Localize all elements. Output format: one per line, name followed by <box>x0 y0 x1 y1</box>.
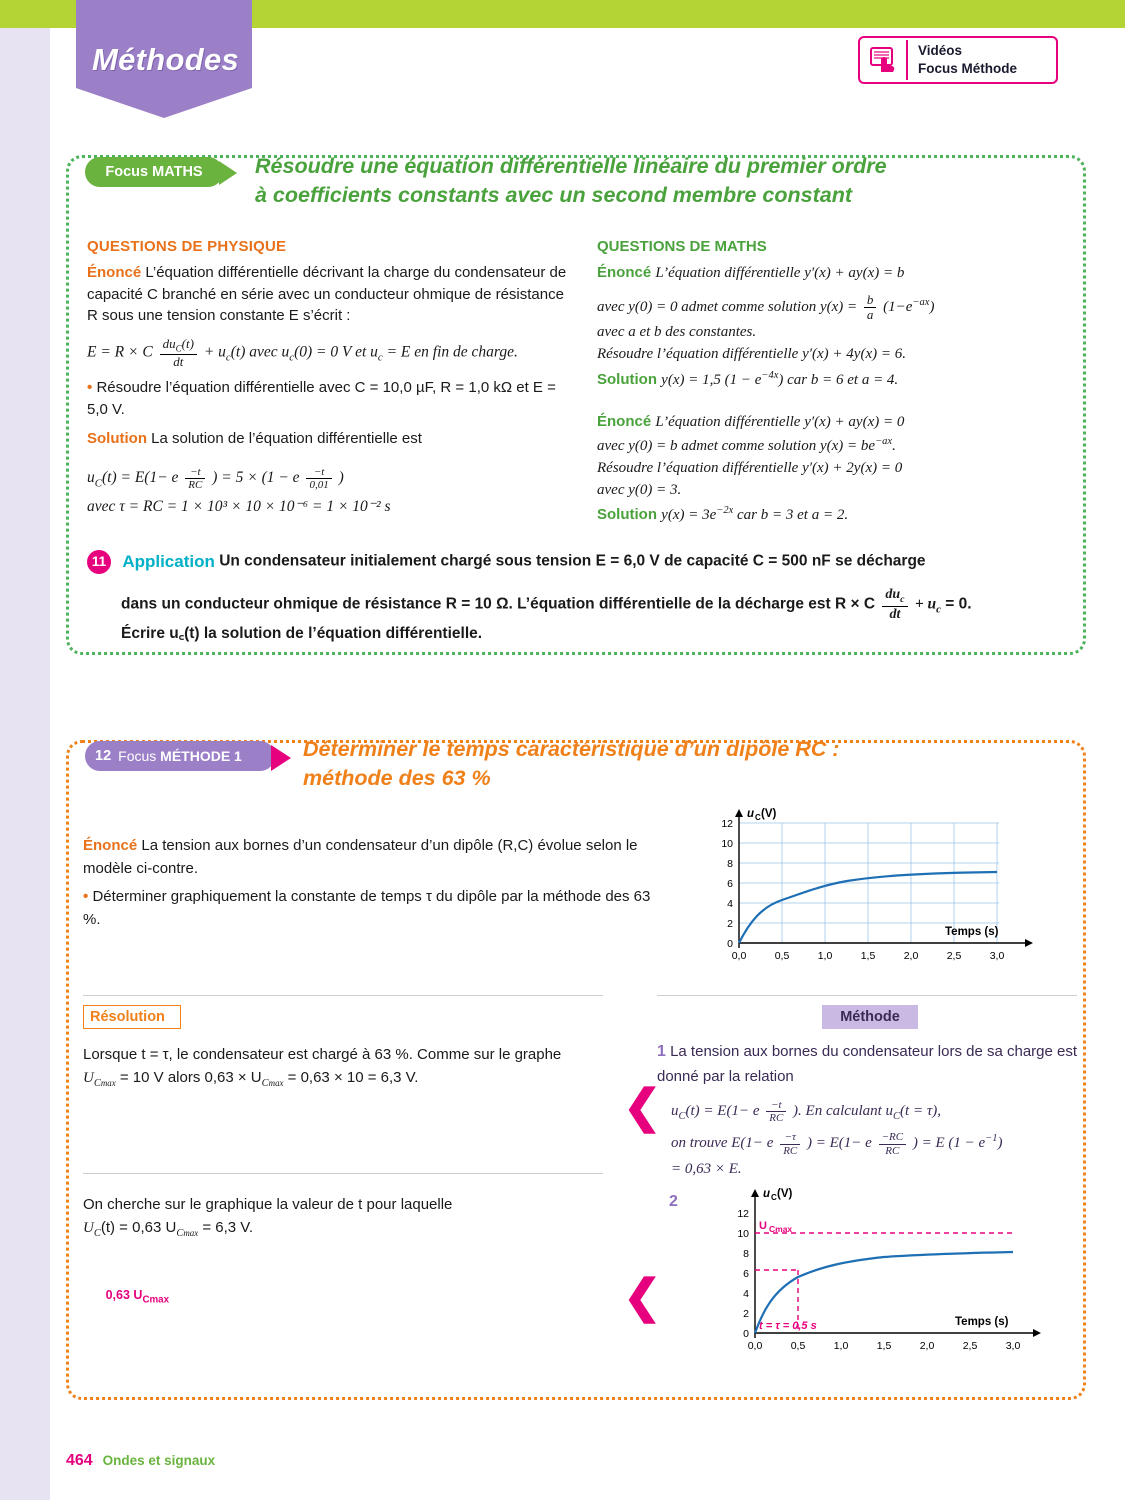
sol-f-a: u <box>87 469 95 487</box>
formula1-post2: (t) avec u <box>230 343 290 361</box>
video-focus-methode-badge[interactable] <box>858 36 1058 84</box>
svg-text:1,0: 1,0 <box>833 1340 849 1352</box>
maths2-l2-end: . <box>892 438 896 455</box>
footer-page-number: 464 <box>66 1452 93 1469</box>
maths1-frac-num: b <box>864 293 877 308</box>
methode-step1-formula-2: on trouve E(1− e $\frac{-\tau}{RC}$ ) = E(1− e $\frac{-RC}{RC}$ ) = E $(1 - e^{-1})$ <box>671 1131 1003 1157</box>
physique-bullet-text: Résoudre l’équation différentielle avec C = 10,0 µF, R = 1,0 kΩ et E = 5,0 V. <box>87 378 556 418</box>
left-purple-strip <box>0 0 50 1500</box>
maths2-sol-text: y(x) = 3e <box>661 507 717 524</box>
maths1-sol-text: y(x) = 1,5 (1 − e <box>661 371 762 388</box>
footer <box>66 1452 215 1470</box>
enonce-label-maths-2: Énoncé <box>597 413 652 431</box>
m-s1-exp-num: t <box>778 1098 782 1111</box>
focus-maths-title-line2: à coefficients constants avec un second membre constant <box>255 183 853 208</box>
svg-text:Cmax: Cmax <box>769 1224 793 1234</box>
formula1-pre: E = R × C <box>87 343 153 361</box>
separator-resolution-2 <box>83 1173 603 1174</box>
svg-text:0,0: 0,0 <box>747 1340 763 1352</box>
application-line2 <box>121 587 1072 622</box>
resolution-tag: Résolution <box>83 1005 181 1029</box>
chart-bottom <box>697 1183 1067 1383</box>
sol-f-d: ) <box>338 469 344 487</box>
svg-text:0,5: 0,5 <box>790 1340 806 1352</box>
res1-l2-pre: U <box>83 1070 94 1087</box>
svg-text:1,5: 1,5 <box>876 1340 892 1352</box>
res1-l2: = 10 V alors 0,63 × U <box>115 1069 262 1087</box>
resolution-text-1 <box>83 1043 603 1093</box>
application-line2-pre: dans un conducteur ohmique de résistance R = 10 Ω. L’équation différentielle de la décharge est R × C <box>121 595 876 613</box>
methode-bullet-text: Déterminer graphiquement la constante de temps τ du dipôle par la méthode des 63 %. <box>83 888 651 928</box>
methode-step-1-block <box>657 1039 1077 1181</box>
chevron-left-icon-2: ❮ <box>623 1270 662 1322</box>
focus-maths-tag: Focus MATHS <box>85 157 223 187</box>
svg-text:0,5: 0,5 <box>774 950 790 962</box>
svg-text:4: 4 <box>743 1288 749 1300</box>
svg-text:6: 6 <box>743 1268 749 1280</box>
chevron-left-icon-1: ❮ <box>623 1080 662 1132</box>
res1-l2-end: = 0,63 × 10 = 6,3 V. <box>283 1069 419 1087</box>
physique-formula-1: E = R × C $\frac{du_C(t)}{dt}$ + $u_c(t)$ avec $u_c(0) = 0$ V et $u_c = E$ en fin de charge. <box>87 336 518 369</box>
m-s1-f-c: ). En calculant u <box>793 1102 894 1119</box>
resolution-text-2 <box>83 1193 603 1243</box>
ratio-label-text: 0,63 U <box>105 1288 143 1302</box>
svg-text:U: U <box>759 1220 767 1232</box>
video-badge-line2: Focus Méthode <box>918 61 1018 76</box>
formula1-fraction <box>160 337 197 369</box>
focus-maths-title <box>255 152 1055 210</box>
focus-methode-bold: MÉTHODE 1 <box>160 748 242 764</box>
res2-l2-pre: U <box>83 1220 94 1237</box>
formula1-post3: (0) = 0 V et u <box>294 343 378 361</box>
maths1-sol-exp: −4x <box>761 369 779 381</box>
sol-f-b: (t) = E(1− e <box>101 469 179 487</box>
svg-text:u: u <box>763 1188 771 1200</box>
svg-text:10: 10 <box>721 838 733 850</box>
sol-exp2-den: 0,01 <box>309 479 329 492</box>
solution-label-maths-2: Solution <box>597 506 657 524</box>
resolution-1-line1: Lorsque t = τ, le condensateur est chargé à 63 %. Comme sur le graphe <box>83 1046 562 1063</box>
formula1-post: + u <box>203 343 226 361</box>
maths-1-line4: Résoudre l’équation différentielle y′(x) + 4y(x) = 6. <box>597 345 906 362</box>
svg-text:0: 0 <box>727 938 733 950</box>
maths-2-line3: Résoudre l’équation différentielle y′(x) + 2y(x) = 0 <box>597 459 903 476</box>
maths1-l2-exp: −ax <box>912 296 930 308</box>
maths1-sol-end: ) car b = 6 et a = 4. <box>778 371 899 388</box>
svg-text:4: 4 <box>727 898 733 910</box>
maths2-l2-pre: avec y(0) = b admet comme solution y(x) = be <box>597 438 876 455</box>
separator-methode <box>657 995 1077 996</box>
page-title: Méthodes <box>92 42 240 77</box>
maths-1-line2 <box>597 293 1067 323</box>
svg-text:1,5: 1,5 <box>860 950 876 962</box>
focus-maths-arrow-icon <box>219 161 237 185</box>
m-s1-f2-e2n: RC <box>889 1131 904 1144</box>
m-s1-f2-c: ) = E (1 − e <box>912 1135 986 1152</box>
formula1-den: dt <box>173 353 184 369</box>
maths1-frac-den: a <box>866 306 874 322</box>
svg-text:2: 2 <box>727 918 733 930</box>
maths2-l2-exp: −ax <box>875 436 893 448</box>
app-frac-num-sub: c <box>900 593 905 605</box>
m-s1-f-b: (t) = E(1− e <box>685 1102 760 1119</box>
res2-l2-end: = 6,3 V. <box>198 1219 254 1237</box>
questions-maths-heading: QUESTIONS DE MATHS <box>597 238 767 255</box>
chart-bottom-ratio-label <box>49 1288 169 1306</box>
application-word: Application <box>122 552 215 571</box>
m-s1-f2-b: ) = E(1− e <box>807 1135 872 1152</box>
solution-label-maths-1: Solution <box>597 370 657 388</box>
maths-2-line4: avec y(0) = 3. <box>597 481 682 498</box>
m-s1-exp-den: RC <box>769 1111 784 1124</box>
svg-text:12: 12 <box>737 1208 749 1220</box>
m-s1-f2-e1n: τ <box>791 1131 796 1144</box>
svg-text:0: 0 <box>743 1328 749 1340</box>
focus-maths-card <box>66 155 1086 655</box>
enonce-text-maths-2: L’équation différentielle y′(x) + ay(x) = 0 <box>655 414 905 431</box>
svg-text:6: 6 <box>727 878 733 890</box>
sol-f-c: ) = 5 × (1 − e <box>212 469 300 487</box>
svg-text:u: u <box>747 808 755 820</box>
questions-physique-heading: QUESTIONS DE PHYSIQUE <box>87 238 287 255</box>
application-line1: Un condensateur initialement chargé sous tension E = 6,0 V de capacité C = 500 nF se décharge <box>219 552 926 570</box>
app-frac-den: dt <box>889 606 901 622</box>
svg-text:2,0: 2,0 <box>903 950 919 962</box>
video-hand-icon <box>860 40 908 80</box>
bullet-icon-physique: • <box>87 378 93 396</box>
focus-methode-card <box>66 737 1086 1400</box>
focus-methode-title-line2: méthode des 63 % <box>303 766 491 791</box>
svg-text:C: C <box>755 813 761 822</box>
enonce-label-maths-1: Énoncé <box>597 263 652 281</box>
focus-methode-title-line1: Déterminer le temps caractéristique d’un dipôle RC : <box>303 737 840 761</box>
svg-text:t = τ = 0,5 s: t = τ = 0,5 s <box>759 1320 817 1332</box>
formula1-post4: = E en fin de charge. <box>382 343 518 361</box>
application-number-badge: 11 <box>87 550 111 574</box>
enonce-label-physique: Énoncé <box>87 263 142 281</box>
svg-text:(V): (V) <box>761 808 777 820</box>
m-s1-f2-a: on trouve E(1− e <box>671 1135 774 1152</box>
svg-text:2: 2 <box>743 1308 749 1320</box>
focus-methode-number: 12 <box>95 748 112 764</box>
methode-step1-number: 1 <box>657 1043 666 1060</box>
focus-methode-prefix: Focus <box>118 748 157 764</box>
maths1-l2-end: ) <box>929 298 935 315</box>
svg-text:2,5: 2,5 <box>946 950 962 962</box>
svg-text:Temps (s): Temps (s) <box>955 1316 1009 1328</box>
m-s1-f-d: (t = τ), <box>900 1102 941 1119</box>
application-block <box>87 548 1072 647</box>
svg-text:2,5: 2,5 <box>962 1340 978 1352</box>
svg-text:3,0: 3,0 <box>989 950 1005 962</box>
focus-methode-tag <box>85 741 275 771</box>
sol-exp2-num: t <box>321 466 325 479</box>
solution-text-physique: La solution de l’équation différentielle est <box>151 430 422 448</box>
focus-methode-arrow-icon <box>271 745 291 771</box>
chart-top <box>699 803 1059 988</box>
footer-chapter: Ondes et signaux <box>102 1453 216 1468</box>
svg-text:C: C <box>771 1193 777 1202</box>
svg-text:(V): (V) <box>777 1188 793 1200</box>
m-s1-f2-e1d: RC <box>783 1144 798 1157</box>
methode-enonce-block <box>83 835 663 931</box>
questions-maths-column <box>597 236 1067 527</box>
m-s1-f-a: u <box>671 1102 679 1119</box>
application-line3: Écrire u꜀(t) la solution de l’équation différentielle. <box>121 625 483 643</box>
maths1-l2-post: (1−e <box>883 298 913 315</box>
svg-text:1,0: 1,0 <box>817 950 833 962</box>
focus-maths-title-line1: Résoudre une équation différentielle linéaire du premier ordre <box>255 154 887 178</box>
app-l2-post-sub: c <box>936 603 941 616</box>
physique-solution-formula: $u_C(t) = E(1- e$ $\frac{-t}{RC}$ ) = 5 × (1 − e $\frac{-t}{0,01}$ ) <box>87 466 344 492</box>
solution-label-physique: Solution <box>87 430 147 448</box>
methode-tag: Méthode <box>822 1005 918 1029</box>
resolution-2-line2: $U_C(t) = 0,63$ $U_{Cmax} = 6,3$ V. <box>83 1219 254 1240</box>
methode-enonce-label: Énoncé <box>83 837 138 854</box>
enonce-text-maths-1: L’équation différentielle y′(x) + ay(x) = b <box>655 264 905 281</box>
formula1-num: du <box>162 336 176 351</box>
app-l2-post: + u <box>914 595 937 613</box>
methode-enonce-text: La tension aux bornes d’un condensateur d’un dipôle (R,C) évolue selon le modèle ci-contre. <box>83 837 638 877</box>
m-s1-f2-e2d: RC <box>885 1144 900 1157</box>
separator-resolution <box>83 995 603 996</box>
app-frac-num: du <box>885 587 901 603</box>
questions-physique-column <box>87 236 567 519</box>
maths-1-line3: avec a et b des constantes. <box>597 324 757 341</box>
m-s1-f2-d: ) <box>997 1135 1003 1152</box>
svg-text:0,0: 0,0 <box>731 950 747 962</box>
svg-text:3,0: 3,0 <box>1005 1340 1021 1352</box>
focus-methode-title <box>303 735 1003 793</box>
maths2-sol-exp: −2x <box>716 505 734 517</box>
svg-text:Temps (s): Temps (s) <box>945 926 999 938</box>
sol-exp1-num: t <box>197 466 201 479</box>
svg-text:2,0: 2,0 <box>919 1340 935 1352</box>
svg-text:8: 8 <box>743 1248 749 1260</box>
video-badge-line1: Vidéos <box>918 42 963 58</box>
maths-2-line2 <box>597 434 1067 458</box>
m-s1-f2-e3: −1 <box>985 1133 998 1145</box>
maths1-l2-pre: avec y(0) = 0 admet comme solution y(x) = <box>597 298 861 315</box>
methode-step1-formula-3: = 0,63 × E. <box>671 1160 742 1177</box>
svg-text:10: 10 <box>737 1228 749 1240</box>
resolution-2-line1: On cherche sur le graphique la valeur de t pour laquelle <box>83 1196 453 1213</box>
app-l2-end: = 0. <box>940 595 972 613</box>
methode-step1-formula-1: $u_C(t) = E(1- e$ $\frac{-t}{RC}$ ). En calculant $u_C(t = \tau)$, <box>671 1098 941 1124</box>
svg-text:8: 8 <box>727 858 733 870</box>
sol-exp1-den: RC <box>188 479 203 492</box>
svg-text:12: 12 <box>721 818 733 830</box>
formula1-num-t: (t) <box>181 336 194 351</box>
methode-step1-text: La tension aux bornes du condensateur lors de sa charge est donné par la relation <box>657 1043 1078 1085</box>
ratio-label-sub: Cmax <box>142 1294 169 1306</box>
resolution-1-line2: $U_{Cmax} = 10$ V alors $0,63 \times U_{Cmax} = 0,63 \times 10 = 6,3$ V. <box>83 1069 419 1090</box>
bullet-icon-methode: • <box>83 888 89 905</box>
methode-step2-number: 2 <box>669 1193 678 1210</box>
maths2-sol-end: car b = 3 et a = 2. <box>733 507 849 524</box>
res2-l2: (t) = 0,63 U <box>100 1219 177 1237</box>
formula1-num-sub: C <box>175 343 182 354</box>
enonce-text-physique: L’équation différentielle décrivant la charge du condensateur de capacité C branché en série avec un conducteur ohmique de résistance R sous une tension constante E s’écrit : <box>87 263 567 325</box>
physique-tau-line: avec τ = RC = 1 × 10³ × 10 × 10⁻⁶ = 1 × 10⁻² s <box>87 498 391 516</box>
